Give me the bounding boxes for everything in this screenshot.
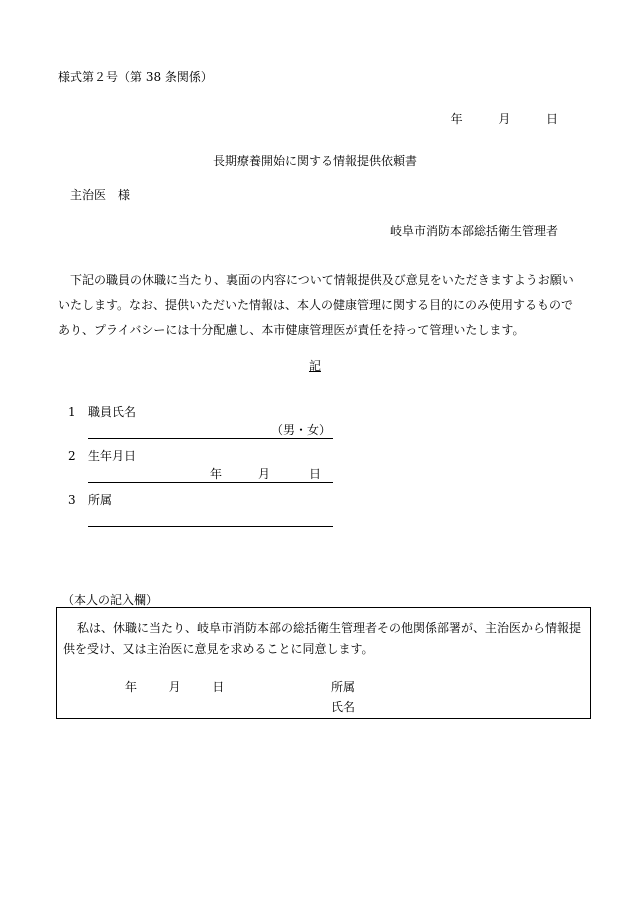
- item-affiliation: [68, 491, 112, 508]
- dob-day-label: 日: [309, 467, 322, 481]
- date-year-label: 年: [450, 112, 463, 126]
- document-title: 長期療養開始に関する情報提供依頼書: [212, 154, 417, 168]
- request-date: [451, 110, 558, 127]
- consent-day-label: 日: [212, 680, 225, 694]
- item-birth-date: [68, 447, 136, 464]
- consent-text: 私は、休職に当たり、岐阜市消防本部の総括衛生管理者その他関係部署が、主治医から情報提供を受け、又は主治医に意見を求めることに同意します。: [63, 621, 582, 656]
- dob-month-label: 月: [258, 467, 271, 481]
- addressee: 主治医 様: [70, 188, 131, 202]
- form-number: 様式第２号（第 38 条関係）: [58, 70, 213, 84]
- consent-date[interactable]: [125, 678, 224, 695]
- item-label: 生年月日: [88, 449, 137, 463]
- consent-month-label: 月: [168, 680, 181, 694]
- item-employee-name: [68, 403, 136, 420]
- gender-choice: （男・女）: [270, 423, 331, 437]
- consent-name-label[interactable]: 氏名: [331, 700, 356, 714]
- personal-entry-caption: （本人の記入欄）: [62, 593, 159, 607]
- sender: 岐阜市消防本部総括衛生管理者: [389, 224, 558, 238]
- item-number: 3: [68, 493, 76, 507]
- consent-box: [56, 607, 591, 719]
- item-label: 職員氏名: [88, 405, 137, 419]
- ki-heading: [0, 357, 630, 374]
- birth-date-field[interactable]: [88, 464, 333, 483]
- affiliation-field[interactable]: [88, 508, 333, 527]
- consent-affiliation-label[interactable]: 所属: [331, 680, 356, 694]
- request-body: 下記の職員の休職に当たり、裏面の内容について情報提供及び意見をいただきますようお願いいたします。なお、提供いただいた情報は、本人の健康管理に関する目的にのみ使用するものであり、プライバシーには十分配慮し、本市健康管理医が責任を持って管理いたします。: [58, 273, 574, 337]
- dob-year-label: 年: [210, 467, 223, 481]
- ki-label: 記: [308, 359, 321, 373]
- item-number: 1: [68, 405, 76, 419]
- date-month-label: 月: [498, 112, 511, 126]
- date-day-label: 日: [545, 112, 558, 126]
- employee-name-field[interactable]: [88, 420, 333, 439]
- item-number: 2: [68, 449, 76, 463]
- item-label: 所属: [88, 493, 113, 507]
- consent-year-label: 年: [125, 680, 138, 694]
